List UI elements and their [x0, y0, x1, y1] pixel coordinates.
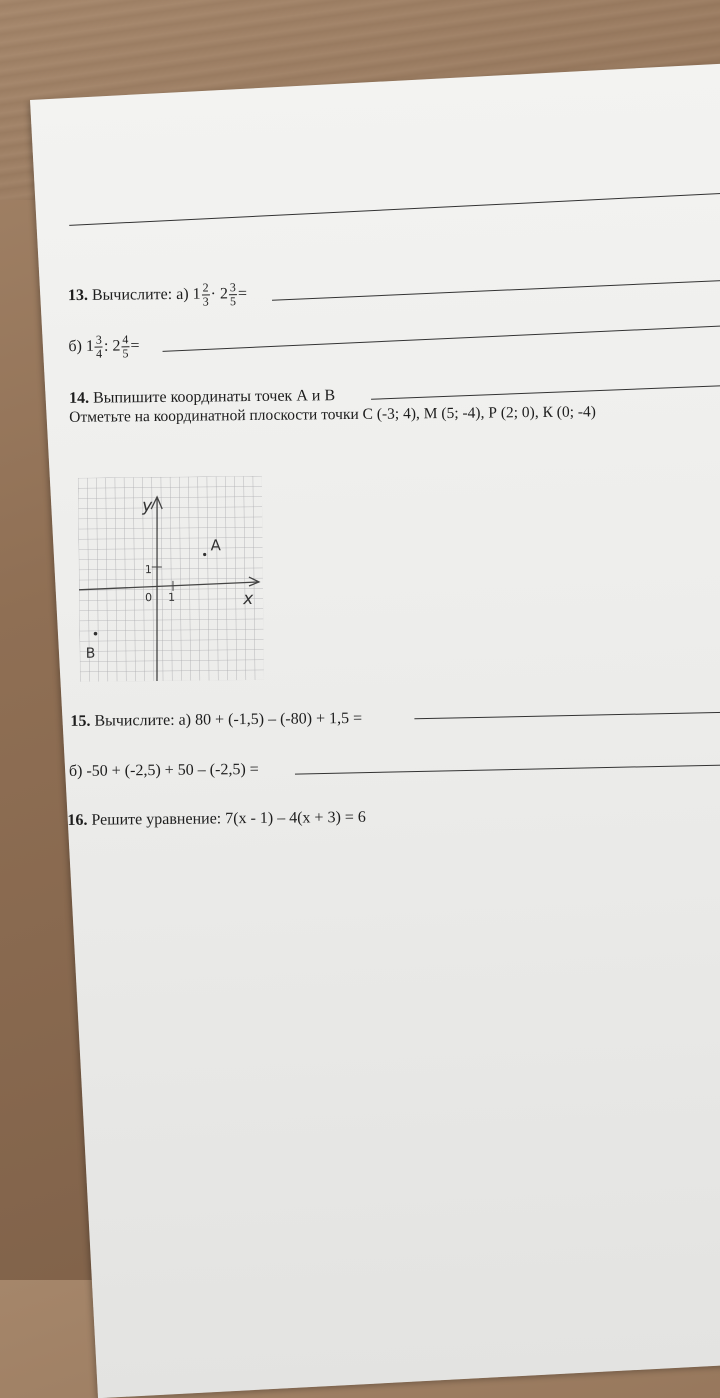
coordinate-plane: [78, 476, 264, 682]
origin-label: 0: [145, 591, 152, 604]
x-unit-label: 1: [168, 591, 175, 604]
grid-cells: [78, 476, 264, 682]
q15-text-a: Вычислите: а) 80 + (-1,5) – (-80) + 1,5 =: [94, 710, 362, 730]
q15-line-a: [70, 710, 362, 731]
q15-b-answer-line: [295, 764, 720, 774]
q13-b-op: : 2: [104, 338, 121, 355]
q13-a-answer-line: [272, 280, 720, 301]
q13-b-fraction-1: [95, 334, 103, 361]
y-unit-label: 1: [145, 563, 152, 576]
point-a-label: A: [210, 536, 221, 554]
q13-b-label: б) 1: [68, 338, 94, 355]
q13-b-answer-line: [163, 326, 720, 352]
q13-b-f1-num: 3: [95, 334, 103, 348]
q13-a-f2-den: 5: [229, 295, 237, 308]
q13-b-eq: =: [130, 337, 139, 354]
q13-line-a: [68, 281, 247, 310]
q16-text: Решите уравнение: 7(x - 1) – 4(x + 3) = 6: [91, 809, 366, 829]
q13-a-eq: =: [238, 285, 247, 302]
x-axis-label: x: [242, 589, 254, 609]
q13-b-f1-den: 4: [95, 348, 103, 361]
point-b-label: B: [86, 646, 96, 662]
top-rule: [69, 193, 720, 226]
q13-a-fraction-1: [201, 281, 209, 308]
q13-line-b: [68, 333, 139, 361]
q14-number: 14.: [69, 390, 89, 407]
q13-a-f1-num: 2: [201, 281, 209, 295]
q14-text-1: Выпишите координаты точек А и В: [93, 387, 335, 407]
q15-number: 15.: [70, 713, 90, 730]
q15-line-b: [69, 761, 259, 781]
q13-a-op: · 2: [211, 285, 229, 302]
q13-a-f1-den: 3: [202, 295, 210, 308]
q16-number: 16.: [67, 812, 87, 829]
q14-text-2: Отметьте на координатной плоскости точки С (-3; 4), М (5; -4), Р (2; 0), К (0; -4): [69, 403, 596, 426]
q13-text-a: Вычислите: а) 1: [92, 286, 201, 304]
q13-number: 13.: [68, 287, 88, 304]
q15-text-b: б) -50 + (-2,5) + 50 – (-2,5) =: [69, 761, 259, 780]
q14-line-1: [69, 387, 335, 408]
q15-a-answer-line: [414, 712, 720, 720]
q13-b-f2-den: 5: [121, 347, 129, 360]
q13-b-f2-num: 4: [121, 333, 129, 347]
q13-a-f2-num: 3: [229, 281, 237, 295]
q14-answer-line: [371, 385, 720, 400]
y-axis-label: y: [141, 496, 153, 516]
q13-b-fraction-2: [121, 333, 129, 360]
q16-line: [67, 809, 366, 830]
q13-a-fraction-2: [229, 281, 237, 308]
